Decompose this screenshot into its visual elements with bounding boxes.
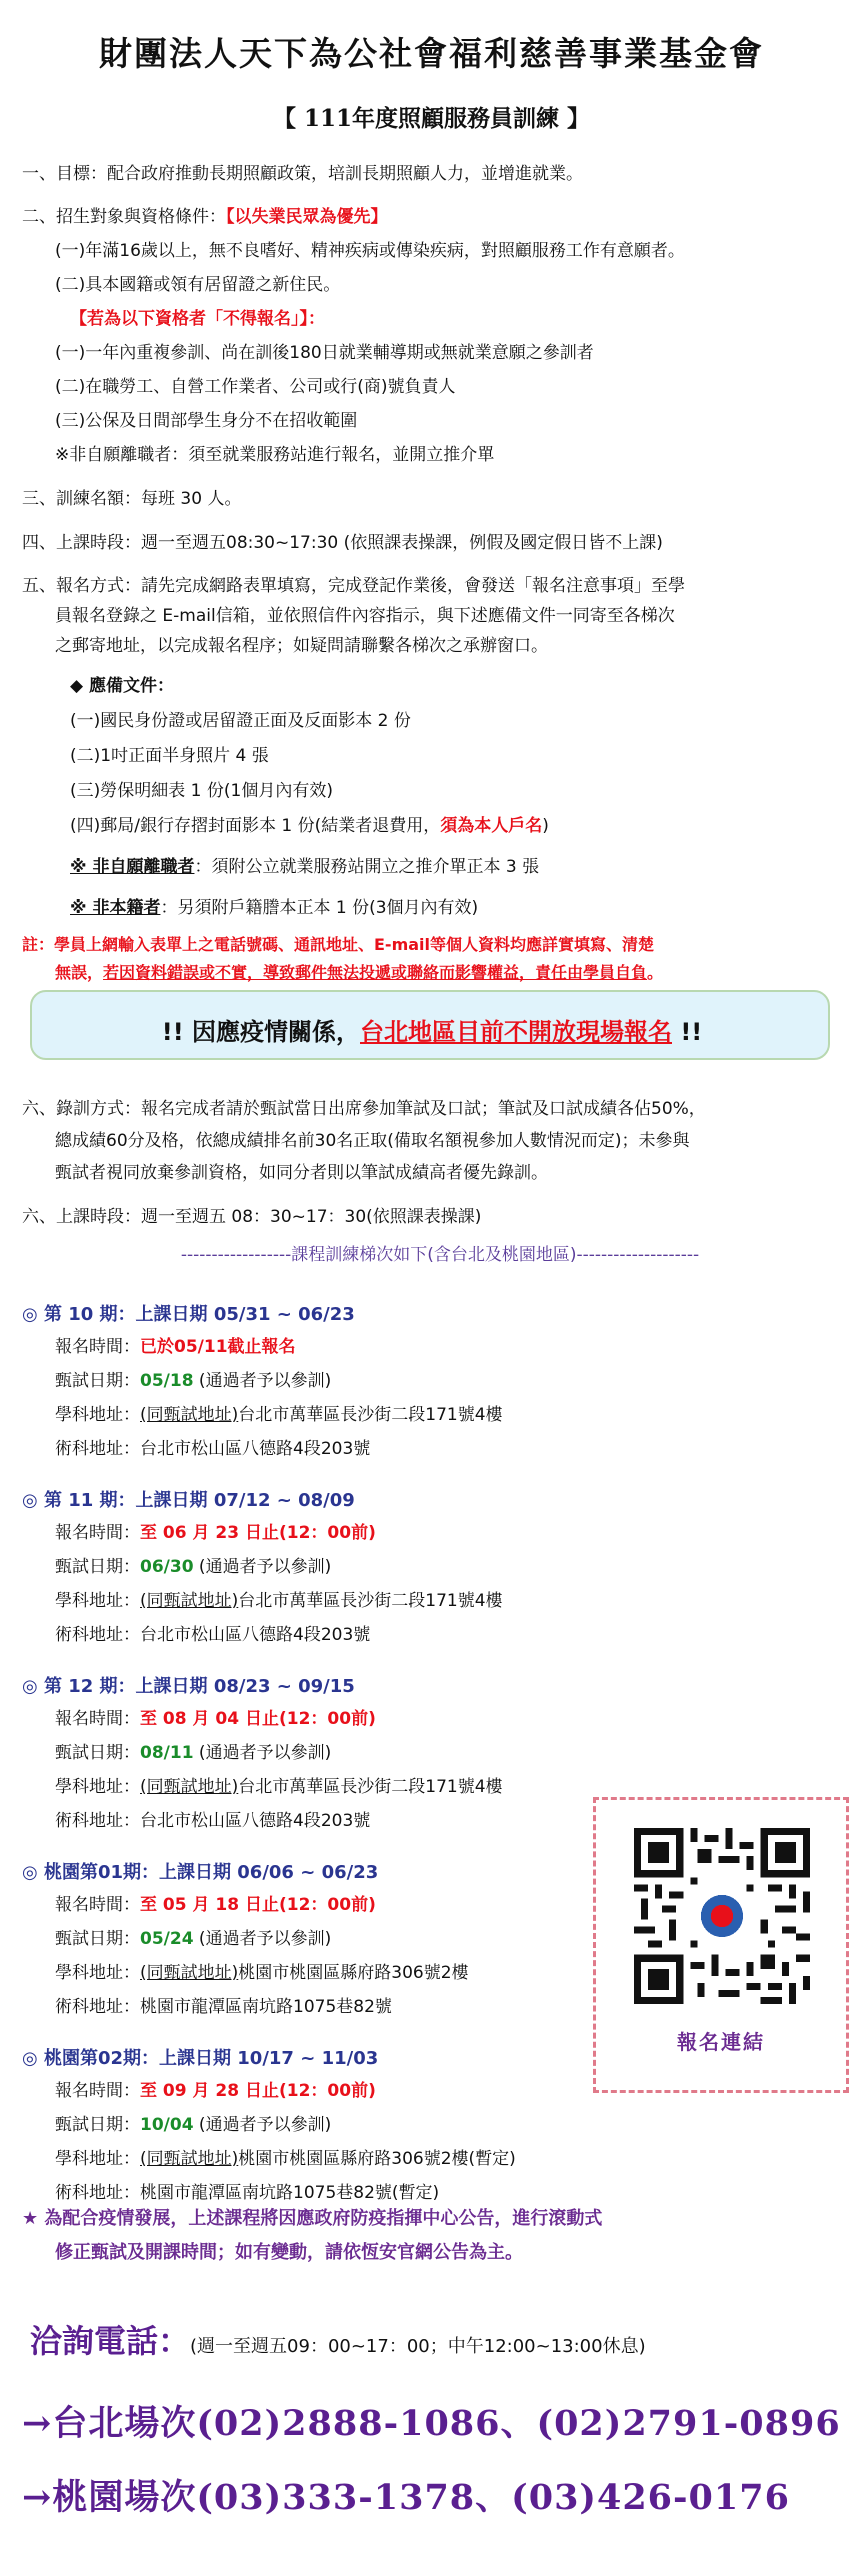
doc-note-label: ※ 非自願離職者 [70,857,195,877]
session-theory-address [55,1962,469,1984]
class-time: 六、上課時段：週一至週五 08：30~17：30(依照課表操課) [22,1207,482,1227]
exclusion-note: ※非自願離職者：須至就業服務站進行報名，並開立推介單 [55,445,495,465]
registration-line: 之郵寄地址，以完成報名程序；如疑問請聯繫各梯次之承辦窗口。 [55,636,548,656]
doc-item-text: ) [542,816,549,836]
theory-address: 桃園市桃園區縣府路306號2樓(暫定) [238,2149,516,2169]
field-label: 學科地址： [55,1777,140,1797]
warning-line: 註：學員上網輸入表單上之電話號碼、通訊地址、E-mail等個人資料均應詳實填寫、清楚 [22,935,655,954]
field-label: 報名時間： [55,2081,140,2101]
registration-deadline: 至 05 月 18 日止(12：00前) [140,1895,376,1915]
doc-item: (二)1吋正面半身照片 4 張 [70,746,269,766]
warning-text: 無誤， [55,963,104,982]
exam-note: (通過者予以參訓) [193,2115,332,2135]
practice-address: 台北市松山區八德路4段203號 [140,1625,371,1645]
section-goal: 一、目標：配合政府推動長期照顧政策，培訓長期照顧人力，並增進就業。 [22,164,583,184]
exam-date: 05/18 [140,1371,194,1391]
exam-date: 05/24 [140,1929,194,1949]
theory-address: 台北市萬華區長沙街二段171號4樓 [238,1405,503,1425]
exam-note: (通過者予以參訓) [193,1743,332,1763]
session-registration [55,1336,296,1358]
exclusion-item: (三)公保及日間部學生身分不在招收範圍 [55,411,358,431]
field-label: 術科地址： [55,1625,140,1645]
phone-taipei[interactable]: →台北場次(02)2888-1086、(02)2791-0896 [22,2403,841,2444]
exam-date: 08/11 [140,1743,194,1763]
session-heading: ◎ 桃園第01期：上課日期 06/06 ~ 06/23 [22,1862,379,1883]
exclusion-title: 【若為以下資格者「不得報名」】： [70,309,325,329]
registration-line: 員報名登錄之 E-mail信箱，並依照信件內容指示，與下述應備文件一同寄至各梯次 [55,606,675,626]
contact-label: 洽詢電話： [30,2322,191,2360]
field-label: 學科地址： [55,2149,140,2169]
session-practice-address [55,1996,392,2018]
session-practice-address [55,1810,370,1832]
session-registration [55,2080,376,2102]
section-schedule: 四、上課時段：週一至週五08:30~17:30 (依照課表操課，例假及國定假日皆不上課) [22,533,663,553]
session-practice-address [55,1624,370,1646]
contact-title [30,2316,646,2362]
doc-item-emphasis: 須為本人戶名 [440,816,543,836]
admission-line: 總成績60分及格，依總成績排名前30名正取(備取名額視參加人數情況而定)；未參與 [55,1131,690,1151]
qr-code-icon[interactable] [634,1828,810,2004]
field-label: 甄試日期： [55,1371,140,1391]
exam-date: 06/30 [140,1557,194,1577]
practice-address: 台北市松山區八德路4段203號 [140,1439,371,1459]
registration-deadline: 已於05/11截止報名 [140,1337,296,1357]
field-label: 學科地址： [55,1591,140,1611]
section-eligibility [22,206,388,228]
warning-line [55,962,663,984]
doc-note-text: ：須附公立就業服務站開立之推介單正本 3 張 [194,857,540,877]
registration-deadline: 至 06 月 23 日止(12：00前) [140,1523,376,1543]
page-subtitle: 【 111年度照顧服務員訓練 】 [272,105,591,132]
session-registration [55,1708,376,1730]
session-registration [55,1522,376,1544]
eligibility-priority: 【以失業民眾為優先】 [226,207,388,227]
field-label: 術科地址： [55,1439,140,1459]
session-practice-address [55,2182,439,2204]
field-label: 甄試日期： [55,1743,140,1763]
theory-address: 台北市萬華區長沙街二段171號4樓 [238,1591,503,1611]
theory-same-as-exam: (同甄試地址) [140,1591,239,1611]
field-label: 報名時間： [55,1895,140,1915]
doc-item: (三)勞保明細表 1 份(1個月內有效) [70,781,333,801]
session-exam [55,1742,331,1764]
admission-line: 六、錄訓方式：報名完成者請於甄試當日出席參加筆試及口試；筆試及口試成績各佔50%， [22,1099,706,1119]
eligibility-label: 二、招生對象與資格條件： [22,207,226,227]
registration-deadline: 至 08 月 04 日止(12：00前) [140,1709,376,1729]
warning-text: 。 [647,963,664,982]
qr-label: 報名連結 [677,2030,765,2054]
covid-notice-text [32,1012,832,1047]
field-label: 報名時間： [55,1709,140,1729]
exam-note: (通過者予以參訓) [193,1929,332,1949]
eligibility-item: (二)具本國籍或領有居留證之新住民。 [55,275,341,295]
practice-address: 台北市松山區八德路4段203號 [140,1811,371,1831]
covid-note-line: 修正甄試及開課時間；如有變動，請依恆安官網公告為主。 [55,2242,523,2263]
exclusion-item: (一)一年內重複參訓、尚在訓後180日就業輔導期或無就業意願之參訓者 [55,343,594,363]
page-title: 財團法人天下為公社會福利慈善事業基金會 [99,34,764,73]
doc-note [70,856,539,878]
session-heading: ◎ 第 10 期：上課日期 05/31 ~ 06/23 [22,1304,355,1325]
eligibility-item: (一)年滿16歲以上，無不良嗜好、精神疾病或傳染疾病，對照顧服務工作有意願者。 [55,241,685,261]
session-theory-address [55,1404,503,1426]
session-practice-address [55,1438,370,1460]
field-label: 甄試日期： [55,1929,140,1949]
doc-item [70,815,549,837]
field-label: 報名時間： [55,1523,140,1543]
session-exam [55,1928,331,1950]
session-exam [55,2114,331,2136]
admission-line: 甄試者視同放棄參訓資格，如同分者則以筆試成績高者優先錄訓。 [55,1163,548,1183]
doc-item: (一)國民身份證或居留證正面及反面影本 2 份 [70,711,411,731]
session-heading: ◎ 第 12 期：上課日期 08/23 ~ 09/15 [22,1676,355,1697]
registration-line: 五、報名方式：請先完成網路表單填寫，完成登記作業後，會發送「報名注意事項」至學 [22,576,685,596]
doc-note-label: ※ 非本籍者 [70,898,161,918]
field-label: 術科地址： [55,2183,140,2203]
field-label: 學科地址： [55,1963,140,1983]
field-label: 甄試日期： [55,1557,140,1577]
section-quota: 三、訓練名額：每班 30 人。 [22,489,242,509]
warning-emphasis: 若因資料錯誤或不實，導致郵件無法投遞或聯絡而影響權益，責任由學員自負 [103,963,648,982]
exam-note: (通過者予以參訓) [193,1371,332,1391]
session-theory-address [55,2148,516,2170]
session-theory-address [55,1590,503,1612]
session-exam [55,1556,331,1578]
theory-same-as-exam: (同甄試地址) [140,1963,239,1983]
theory-address: 桃園市桃園區縣府路306號2樓 [238,1963,469,1983]
exclusion-item: (二)在職勞工、自營工作業者、公司或行(商)號負責人 [55,377,456,397]
qr-code-box[interactable] [593,1797,849,2093]
exam-note: (通過者予以參訓) [193,1557,332,1577]
theory-same-as-exam: (同甄試地址) [140,1777,239,1797]
doc-note [70,897,478,919]
session-theory-address [55,1776,503,1798]
practice-address: 桃園市龍潭區南坑路1075巷82號 [140,1997,392,2017]
notice-prefix: !! 因應疫情關係， [161,1018,360,1046]
field-label: 術科地址： [55,1811,140,1831]
session-registration [55,1894,376,1916]
field-label: 甄試日期： [55,2115,140,2135]
theory-same-as-exam: (同甄試地址) [140,1405,239,1425]
doc-item-text: (四)郵局/銀行存摺封面影本 1 份(結業者退費用， [70,816,441,836]
doc-note-text: ：另須附戶籍謄本正本 1 份(3個月內有效) [160,898,479,918]
docs-title: ◆ 應備文件： [70,676,174,696]
covid-note-line: ★ 為配合疫情發展，上述課程將因應政府防疫指揮中心公告，進行滾動式 [22,2208,603,2229]
session-divider: ------------------課程訓練梯次如下(含台北及桃園地區)-------------------- [180,1245,700,1265]
field-label: 報名時間： [55,1337,140,1357]
notice-suffix: !! [672,1018,703,1046]
phone-taoyuan[interactable]: →桃園場次(03)333-1378、(03)426-0176 [22,2477,790,2518]
contact-hours: (週一至週五09：00~17：00；中午12:00~13:00休息) [190,2336,646,2357]
session-exam [55,1370,331,1392]
theory-same-as-exam: (同甄試地址) [140,2149,239,2169]
field-label: 術科地址： [55,1997,140,2017]
session-heading: ◎ 第 11 期：上課日期 07/12 ~ 08/09 [22,1490,355,1511]
field-label: 學科地址： [55,1405,140,1425]
covid-notice-box [30,990,830,1060]
theory-address: 台北市萬華區長沙街二段171號4樓 [238,1777,503,1797]
session-heading: ◎ 桃園第02期：上課日期 10/17 ~ 11/03 [22,2048,379,2069]
exam-date: 10/04 [140,2115,194,2135]
registration-deadline: 至 09 月 28 日止(12：00前) [140,2081,376,2101]
practice-address: 桃園市龍潭區南坑路1075巷82號(暫定) [140,2183,440,2203]
notice-highlight: 台北地區目前不開放現場報名 [360,1018,672,1046]
